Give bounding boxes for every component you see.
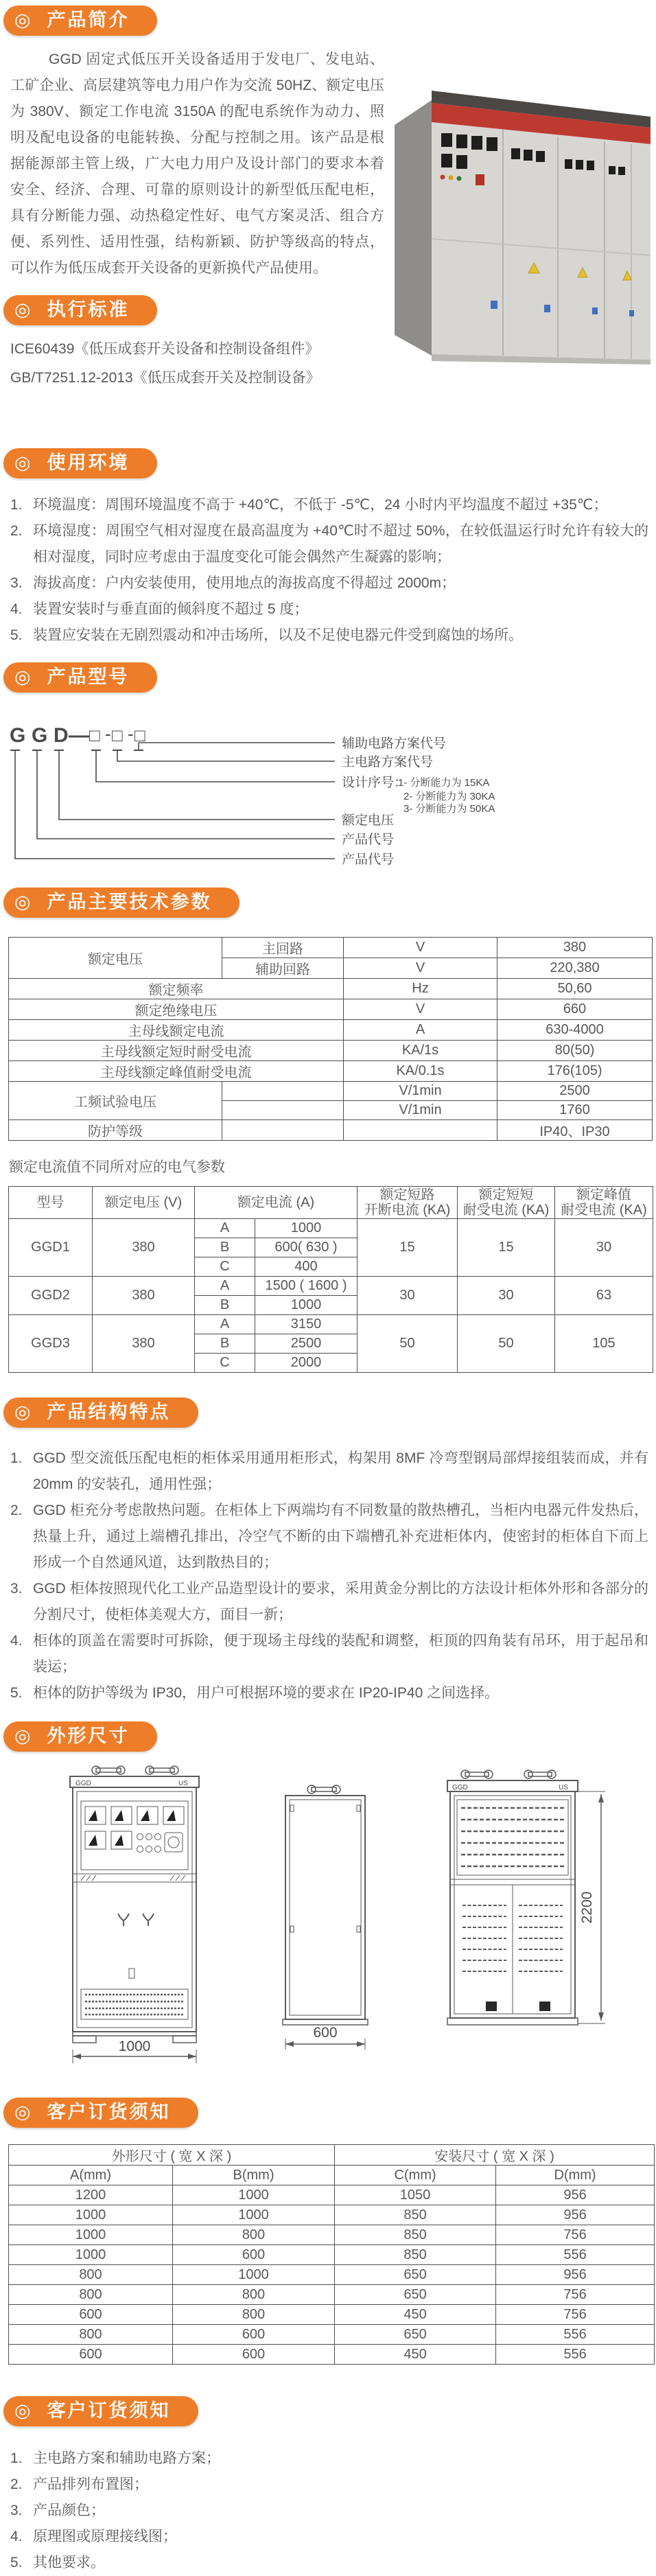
- intro-section: [0, 47, 656, 434]
- double-circle-icon: ◎: [14, 892, 31, 912]
- table-cell: 756: [496, 2285, 655, 2305]
- section-title: 使用环境: [47, 452, 130, 473]
- table-cell: 50: [458, 1315, 555, 1373]
- table-cell: 30: [555, 1219, 653, 1277]
- section-pill: [3, 1397, 198, 1428]
- item-text: GGD 柜体按照现代化工业产品造型设计的要求，采用黄金分割比的方法设计柜体外形和各部分的分割尺寸，使柜体美观大方，面目一新；: [33, 1581, 648, 1623]
- double-circle-icon: ◎: [14, 2102, 31, 2122]
- table-cell: 380: [497, 938, 653, 958]
- standard-item: ICE60439《低压成套开关设备和控制设备组件》: [10, 341, 320, 357]
- table-cell: 800: [9, 2285, 173, 2305]
- section-header-order-notes: [3, 2396, 656, 2426]
- list-item: [10, 2524, 648, 2550]
- item-number: 4.: [10, 2529, 23, 2544]
- list-item: [10, 2472, 648, 2498]
- table-cell: 额定频率: [9, 979, 344, 999]
- item-text: 主电路方案和辅助电路方案；: [33, 2450, 220, 2466]
- table-cell: 956: [496, 2265, 655, 2285]
- list-item: [10, 2550, 648, 2576]
- table-cell: 额定电压: [9, 938, 222, 979]
- table-cell: Hz: [344, 979, 497, 999]
- table-cell: V: [344, 999, 497, 1020]
- switchgear-cabinet-photo: [388, 59, 652, 366]
- width-dimension: 1000: [118, 2039, 151, 2054]
- item-number: 5.: [10, 627, 23, 643]
- section-pill: [3, 887, 239, 918]
- table-cell: 556: [496, 2345, 655, 2365]
- table-cell: 1760: [497, 1101, 653, 1120]
- table-cell: KA/1s: [344, 1041, 497, 1061]
- item-text: 产品颜色；: [33, 2503, 105, 2518]
- table-cell: 450: [335, 2345, 496, 2365]
- table-cell: A: [195, 1277, 255, 1296]
- table-cell: 556: [496, 2245, 655, 2265]
- item-text: 柜体的顶盖在需要时可拆除，便于现场主母线的装配和调整，柜顶的四角装有吊环，用于起吊和装运；: [33, 1633, 648, 1675]
- list-item: [10, 2498, 648, 2524]
- item-text: 其他要求。: [33, 2555, 105, 2571]
- table-cell: 主母线额定电流: [9, 1020, 344, 1041]
- table-cell: 756: [496, 2225, 655, 2245]
- table-cell: 600: [173, 2245, 335, 2265]
- table-cell: 650: [335, 2265, 496, 2285]
- table-row: [9, 2205, 655, 2225]
- table-cell: 1000: [173, 2185, 335, 2205]
- table-cell: [222, 1082, 344, 1101]
- current-params-table: [8, 1186, 653, 1373]
- table-cell: 756: [496, 2305, 655, 2325]
- table-cell: 600: [173, 2345, 335, 2365]
- item-number: 5.: [10, 2555, 23, 2571]
- table-cell: 15: [358, 1219, 458, 1277]
- table-cell: KA/0.1s: [344, 1061, 497, 1082]
- section-title: 产品简介: [47, 10, 130, 30]
- item-text: 海拔高度：户内安装使用，使用地点的海拔高度不得超过 2000m；: [33, 575, 456, 591]
- double-circle-icon: ◎: [14, 10, 31, 30]
- item-number: 2.: [10, 523, 23, 539]
- order-notes-list: [10, 2446, 648, 2576]
- table-cell: 850: [335, 2205, 496, 2225]
- header-line: 额定短短: [478, 1187, 534, 1203]
- design-option: 2- 分断能力为 30KA: [403, 791, 495, 802]
- table-cell: 辅助回路: [222, 958, 344, 979]
- rear-view-drawing: [447, 1770, 605, 2025]
- table-cell: 400: [255, 1257, 358, 1277]
- item-number: 3.: [10, 1581, 23, 1597]
- table-cell: 800: [173, 2285, 335, 2305]
- double-circle-icon: ◎: [14, 1726, 31, 1746]
- table-cell: B: [195, 1296, 255, 1315]
- table-row: [9, 2305, 655, 2325]
- header-line: 耐受电流 (KA): [561, 1203, 647, 1218]
- cabinet-label: GGD: [75, 1780, 91, 1787]
- table-cell: 主母线额定短时耐受电流: [9, 1041, 344, 1061]
- item-number: 4.: [10, 1633, 23, 1649]
- table-cell: 防护等级: [9, 1120, 222, 1141]
- column-header: C(mm): [335, 2166, 496, 2185]
- table-cell: 1000: [173, 2205, 335, 2225]
- design-option: 1- 分断能力为 15KA: [398, 777, 490, 789]
- model-label-aux: 辅助电路方案代号: [342, 736, 447, 751]
- table-cell: B: [195, 1334, 255, 1354]
- table-row: [9, 2345, 655, 2365]
- intro-paragraph: GGD 固定式低压开关设备适用于发电厂、发电站、工矿企业、高层建筑等电力用户作为交流 50HZ、额定电压为 380V、额定工作电流 3150A 的配电系统作为动力、照明及配电设备的电能转换、分配与控制之用。该产品是根据能源部主管上级，广大电力用户及设计部门的要求本着安全、经济、合理、可靠的原则设计的新型低压配电柜，具有分断能力强、动热稳定性好、电气方案灵活、组合方便、系列性、适用性强，结构新颖、防护等级高的特点，可以作为低压成套开关设备的更新换代产品使用。: [10, 51, 384, 276]
- item-text: 环境湿度：周围空气相对湿度在最高温度为 +40℃时不超过 50%，在较低温运行时允许有较大的相对湿度，同时应考虑由于温度变化可能会偶然产生凝露的影响；: [33, 523, 648, 565]
- product-photo: [388, 59, 652, 366]
- item-number: 5.: [10, 1685, 23, 1701]
- table-row: [9, 2265, 655, 2285]
- code-box: □: [112, 725, 123, 745]
- table-cell: [344, 1120, 497, 1141]
- table-row: [9, 2325, 655, 2345]
- table-cell: 1200: [9, 2185, 173, 2205]
- table-cell: 1050: [335, 2185, 496, 2205]
- list-item: [10, 1576, 648, 1628]
- model-label-design: 设计序号：: [342, 776, 408, 790]
- table-cell: 额定绝缘电压: [9, 999, 344, 1020]
- item-number: 4.: [10, 601, 23, 617]
- table-cell: V/1min: [344, 1082, 497, 1101]
- table-cell: IP40、IP30: [497, 1120, 653, 1141]
- section-header-structure: [3, 1397, 656, 1428]
- table-cell: 1000: [255, 1296, 358, 1315]
- table-cell: 主母线额定峰值耐受电流: [9, 1061, 344, 1082]
- list-item: [10, 596, 648, 623]
- table-cell: A: [344, 1020, 497, 1041]
- column-header: 型号: [9, 1187, 93, 1219]
- table-cell: 630-4000: [497, 1020, 653, 1041]
- table-row: [9, 2285, 655, 2305]
- design-option: 3- 分断能力为 50KA: [403, 803, 495, 815]
- header-line: 额定峰值: [576, 1187, 631, 1203]
- item-text: 柜体的防护等级为 IP30，用户可根据环境的要求在 IP20-IP40 之间选择。: [33, 1685, 500, 1701]
- section-header-dimensions: [3, 1721, 656, 1752]
- list-item: [10, 623, 648, 649]
- section-title: 执行标准: [47, 299, 130, 320]
- table-cell: A: [195, 1219, 255, 1238]
- table-cell: 450: [335, 2305, 496, 2325]
- code-char: —: [69, 724, 89, 747]
- table-note: 额定电流值不同所对应的电气参数: [9, 1159, 225, 1175]
- table-cell: 63: [555, 1277, 653, 1315]
- double-circle-icon: ◎: [14, 2400, 31, 2421]
- section-header-intro: [3, 5, 656, 36]
- section-pill: [3, 448, 157, 478]
- column-header: [458, 1187, 555, 1219]
- section-pill: [3, 295, 157, 325]
- item-text: 装置应安装在无剧烈震动和冲击场所，以及不足使电器元件受到腐蚀的场所。: [33, 627, 523, 643]
- model-label-product: 产品代号: [342, 833, 395, 847]
- table-cell: 380: [93, 1315, 195, 1373]
- table-cell: 956: [496, 2205, 655, 2225]
- section-pill: [3, 662, 157, 693]
- table-cell: B: [195, 1238, 255, 1257]
- table-cell: 556: [496, 2325, 655, 2345]
- structure-list: [10, 1446, 648, 1706]
- list-item: [10, 570, 648, 596]
- table-cell: 105: [555, 1315, 653, 1373]
- table-cell: 650: [335, 2325, 496, 2345]
- front-view-drawing: [70, 1766, 199, 2063]
- table-cell: C: [195, 1257, 255, 1277]
- table-cell: 956: [496, 2185, 655, 2205]
- code-box: □: [134, 725, 145, 745]
- table-cell: 2500: [497, 1082, 653, 1101]
- code-char: D: [54, 724, 69, 747]
- list-item: [10, 1446, 648, 1498]
- table-cell: 600: [173, 2325, 335, 2345]
- section-pill: [3, 5, 157, 36]
- table-cell: 1000: [255, 1219, 358, 1238]
- table-cell: 30: [458, 1277, 555, 1315]
- section-title: 外形尺寸: [47, 1726, 130, 1746]
- section-pill: [3, 2098, 198, 2128]
- table-row: [9, 2245, 655, 2265]
- cabinet-label: GGD: [452, 1784, 468, 1791]
- section-pill: [3, 1721, 157, 1752]
- table-cell: 主回路: [222, 938, 344, 958]
- code-box: □: [89, 725, 100, 745]
- section-title: 产品结构特点: [47, 1402, 171, 1422]
- double-circle-icon: ◎: [14, 299, 31, 320]
- table-cell: 工频试验电压: [9, 1082, 222, 1120]
- code-char: G: [32, 724, 48, 747]
- table-cell: 2000: [255, 1354, 358, 1373]
- section-header-parameters: [3, 887, 656, 918]
- column-header: D(mm): [496, 2166, 655, 2185]
- table-cell: V/1min: [344, 1101, 497, 1120]
- table-cell: GGD1: [9, 1219, 93, 1277]
- item-number: 3.: [10, 2503, 23, 2518]
- double-circle-icon: ◎: [14, 666, 31, 687]
- item-number: 3.: [10, 575, 23, 591]
- table-cell: 1500 ( 1600 ): [255, 1277, 358, 1296]
- table-cell: C: [195, 1354, 255, 1373]
- column-header: 额定电压 (V): [93, 1187, 195, 1219]
- list-item: [10, 2446, 648, 2472]
- environment-list: [10, 492, 648, 649]
- table-cell: 800: [9, 2325, 173, 2345]
- table-cell: 650: [335, 2285, 496, 2305]
- item-number: 2.: [10, 2476, 23, 2492]
- table-cell: GGD2: [9, 1277, 93, 1315]
- table-cell: 380: [93, 1277, 195, 1315]
- table-cell: 30: [358, 1277, 458, 1315]
- table-cell: 3150: [255, 1315, 358, 1334]
- cabinet-label: US: [178, 1780, 188, 1787]
- table-cell: 600( 630 ): [255, 1238, 358, 1257]
- table-row: [9, 2225, 655, 2245]
- item-number: 1.: [10, 1450, 23, 1466]
- model-label-voltage: 额定电压: [342, 813, 395, 828]
- list-item: [10, 1680, 648, 1706]
- section-header-order-table: [3, 2098, 656, 2128]
- group-header: 安装尺寸 ( 宽 X 深 ): [335, 2145, 655, 2166]
- item-text: GGD 型交流低压配电柜的柜体采用通用柜形式，构架用 8MF 冷弯型钢局部焊接组装而成，并有 20mm 的安装孔，通用性强；: [33, 1450, 648, 1492]
- table-cell: 800: [173, 2305, 335, 2325]
- table-cell: 850: [335, 2225, 496, 2245]
- section-header-environment: [3, 448, 656, 478]
- table-cell: 1000: [9, 2225, 173, 2245]
- table-cell: 850: [335, 2245, 496, 2265]
- double-circle-icon: ◎: [14, 452, 31, 473]
- table-cell: [222, 1120, 344, 1141]
- section-title: 产品主要技术参数: [47, 892, 212, 912]
- column-header: 额定电流 (A): [195, 1187, 358, 1219]
- table-cell: 1000: [9, 2245, 173, 2265]
- item-text: 装置安装时与垂直面的倾斜度不超过 5 度；: [33, 601, 309, 617]
- column-header: A(mm): [9, 2166, 173, 2185]
- item-text: 原理图或原理接线图；: [33, 2529, 177, 2544]
- outline-dimension-drawings: [0, 1761, 656, 2070]
- table-cell: 800: [173, 2225, 335, 2245]
- model-code-diagram: [0, 699, 656, 871]
- table-cell: V: [344, 958, 497, 979]
- section-pill: [3, 2396, 198, 2426]
- code-char: G: [10, 724, 26, 747]
- table-cell: GGD3: [9, 1315, 93, 1373]
- header-line: 耐受电流 (KA): [462, 1203, 550, 1218]
- column-header: B(mm): [173, 2166, 335, 2185]
- item-text: 环境温度：周围环境温度不高于 +40℃，不低于 -5℃，24 小时内平均温度不超过 +35℃；: [33, 497, 608, 513]
- table-cell: 2500: [255, 1334, 358, 1354]
- order-dimensions-table: [8, 2144, 655, 2365]
- header-line: 额定短路: [379, 1187, 435, 1203]
- column-header: [358, 1187, 458, 1219]
- item-number: 1.: [10, 2450, 23, 2466]
- model-label-product: 产品代号: [342, 852, 395, 867]
- code-char: -: [105, 723, 111, 744]
- table-cell: 50: [358, 1315, 458, 1373]
- standard-item: GB/T7251.12-2013《低压成套开关及控制设备》: [10, 370, 320, 386]
- model-label-main: 主电路方案代号: [342, 755, 434, 769]
- table-cell: 220,380: [497, 958, 653, 979]
- item-text: GGD 柜充分考虑散热问题。在柜体上下两端均有不同数量的散热槽孔，当柜内电器元件发热后，热量上升，通过上端槽孔排出，冷空气不断的由下端槽孔补充进柜体内，使密封的柜体自下而上形成一个自然通风道，达到散热目的；: [33, 1502, 648, 1570]
- section-title: 产品型号: [47, 666, 130, 687]
- list-item: [10, 518, 648, 570]
- table-cell: 1000: [173, 2265, 335, 2285]
- code-char: -: [128, 723, 134, 744]
- item-number: 1.: [10, 497, 23, 513]
- item-text: 产品排列布置图；: [33, 2476, 148, 2492]
- list-item: [10, 1628, 648, 1680]
- table-cell: 50,60: [497, 979, 653, 999]
- list-item: [10, 492, 648, 518]
- table-cell: [222, 1101, 344, 1120]
- table-cell: A: [195, 1315, 255, 1334]
- depth-dimension: 600: [313, 2025, 338, 2041]
- table-cell: 380: [93, 1219, 195, 1277]
- side-view-drawing: [283, 1785, 368, 2050]
- table-cell: 1000: [9, 2205, 173, 2225]
- column-header: [555, 1187, 653, 1219]
- section-title: 客户订货须知: [47, 2400, 171, 2421]
- list-item: [10, 1498, 648, 1576]
- table-cell: 176(105): [497, 1061, 653, 1082]
- item-number: 2.: [10, 1502, 23, 1518]
- height-dimension: 2200: [579, 1891, 595, 1924]
- table-cell: 80(50): [497, 1041, 653, 1061]
- header-line: 开断电流 (KA): [364, 1203, 451, 1218]
- table-cell: 600: [9, 2305, 173, 2325]
- cabinet-label: US: [559, 1784, 568, 1791]
- table-cell: 660: [497, 999, 653, 1020]
- table-cell: 600: [9, 2345, 173, 2365]
- table-cell: 800: [9, 2265, 173, 2285]
- group-header: 外形尺寸 ( 宽 X 深 ): [9, 2145, 335, 2166]
- double-circle-icon: ◎: [14, 1402, 31, 1422]
- section-header-model: [3, 662, 656, 693]
- section-title: 客户订货须知: [47, 2102, 171, 2122]
- table-cell: 15: [458, 1219, 555, 1277]
- table-cell: V: [344, 938, 497, 958]
- tech-params-table: [8, 937, 653, 1141]
- table-row: [9, 2185, 655, 2205]
